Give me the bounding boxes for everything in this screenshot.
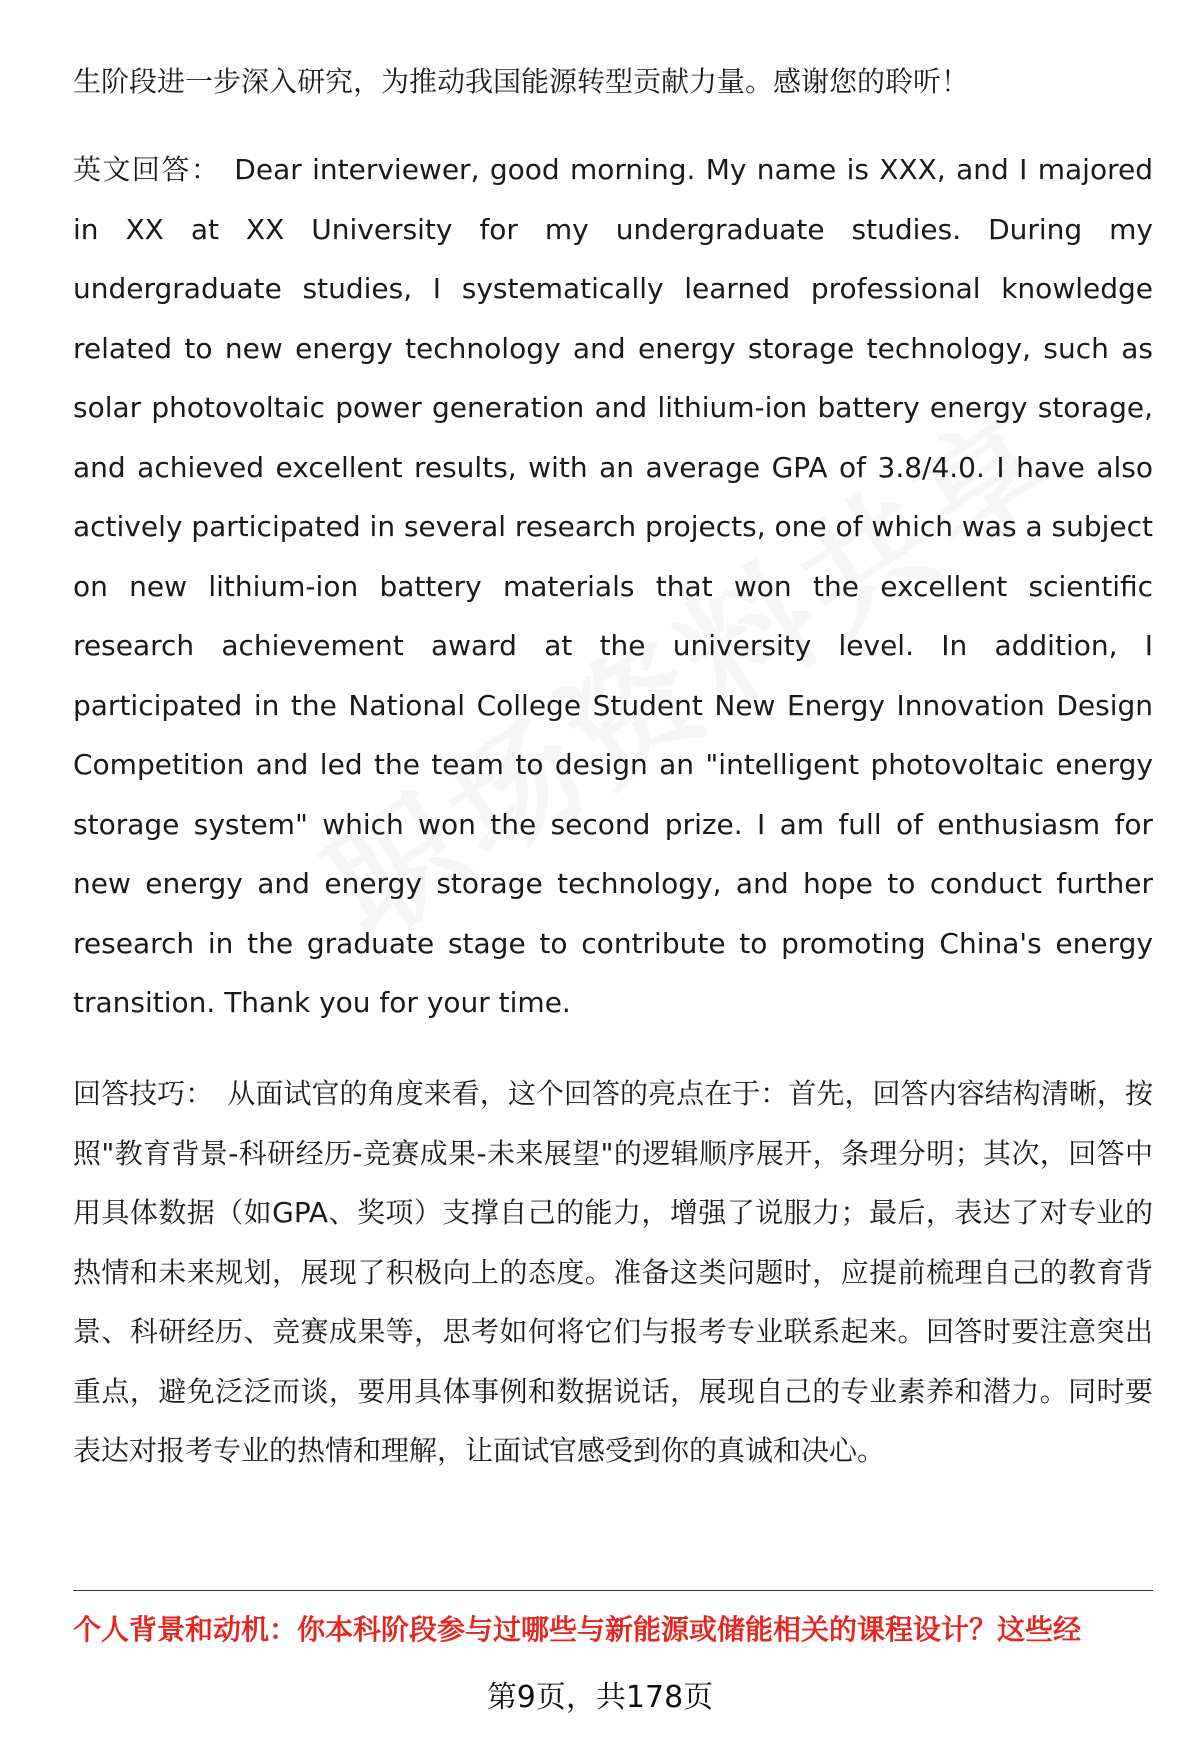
next-question-heading: 个人背景和动机：你本科阶段参与过哪些与新能源或储能相关的课程设计？这些经 [73, 1613, 1082, 1646]
english-answer-text: Dear interviewer, good morning. My name is XXX, and I majored in XX at XX University for my undergraduate studies. During my undergraduate studies, I systematically learned professional knowledge related to new energy technology and energy storage technology, such as solar photovoltaic power generation and lithium-ion battery energy storage, and achieved excellent results, with an average GPA of 3.8/4.0. I have also actively participated in several research projects, one of which was a subject on new lithium-ion battery materials that won the excellent scientific research achievement award at the university level. In addition, I participated in the National College Student New Energy Innovation Design Competition and led the team to design an "intelligent photovoltaic energy storage system" which won the second prize. I am full of enthusiasm for new energy and energy storage technology, and hope to conduct further research in the graduate stage to contribute to promoting China's energy transition. Thank you for your time. [73, 153, 1153, 1019]
answer-tips-paragraph [73, 1064, 1153, 1481]
intro-paragraph [73, 52, 1153, 112]
page-number-footer: 第9页，共178页 [486, 1680, 714, 1715]
english-answer-label: 英文回答： [73, 153, 221, 186]
intro-text: 生阶段进一步深入研究，为推动我国能源转型贡献力量。感谢您的聆听！ [73, 65, 970, 98]
english-answer-paragraph [73, 140, 1153, 1033]
section-divider [73, 1590, 1153, 1591]
answer-tips-text: 从面试官的角度来看，这个回答的亮点在于：首先，回答内容结构清晰，按照"教育背景-科研经历-竞赛成果-未来展望"的逻辑顺序展开，条理分明；其次，回答中用具体数据（如GPA、奖项）支撑自己的能力，增强了说服力；最后，表达了对专业的热情和未来规划，展现了积极向上的态度。准备这类问题时，应提前梳理自己的教育背景、科研经历、竞赛成果等，思考如何将它们与报考专业联系起来。回答时要注意突出重点，避免泛泛而谈，要用具体事例和数据说话，展现自己的专业素养和潜力。同时要表达对报考专业的热情和理解，让面试官感受到你的真诚和决心。 [73, 1077, 1153, 1467]
answer-tips-label: 回答技巧： [73, 1077, 214, 1110]
